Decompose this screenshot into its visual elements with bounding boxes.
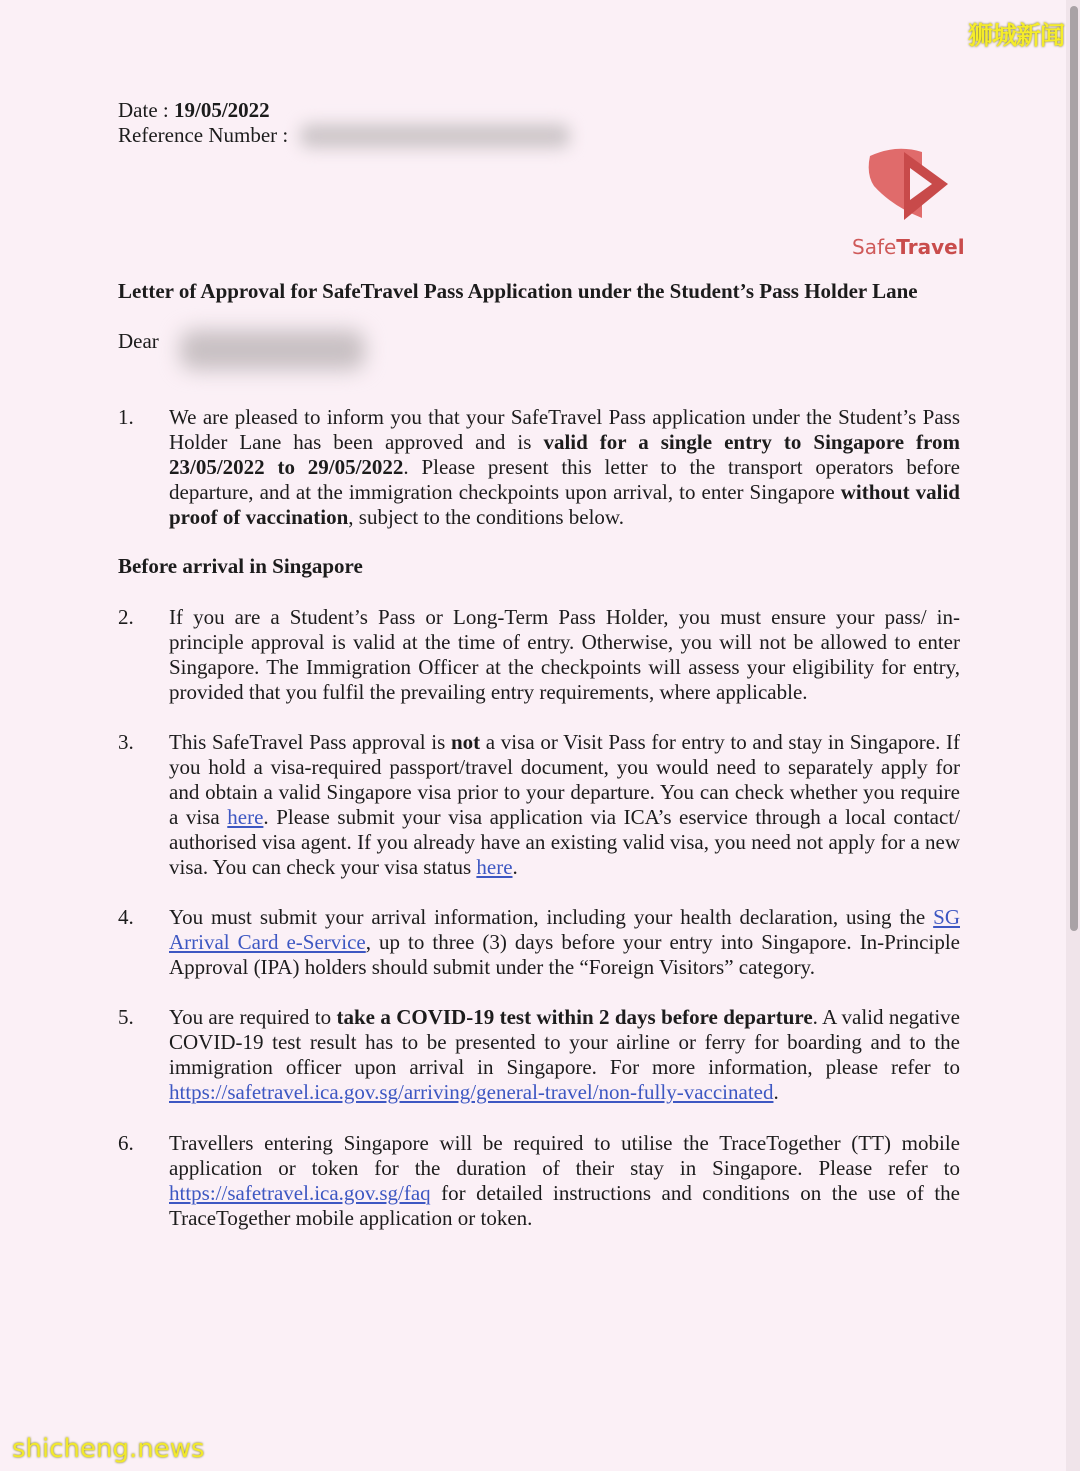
bold-text: not — [450, 730, 481, 754]
letter-title: Letter of Approval for SafeTravel Pass Application under the Student’s Pass Holder Lane — [118, 279, 918, 303]
paragraph-4 — [118, 905, 960, 980]
paragraph-number: 4. — [118, 905, 134, 929]
body-text: If you are a Student’s Pass or Long-Term Pass Holder, you must ensure your pass/ in-principle approval is valid at the time of entry. Otherwise, you will not be allowed to enter Singapore. The Immigration Officer at the checkpoints will assess your eligibility for entry, provided that you fulfil the prevailing entry requirements, where applicable. — [169, 605, 960, 704]
paragraph-number: 3. — [118, 730, 134, 754]
watermark-bottom: shicheng.news — [12, 1434, 205, 1464]
redacted-reference-number — [300, 124, 570, 148]
salutation: Dear — [118, 329, 159, 353]
paragraph-number: 6. — [118, 1131, 134, 1155]
paragraph-text — [169, 1005, 960, 1105]
paragraph-5 — [118, 1005, 960, 1105]
paragraph-number: 1. — [118, 405, 134, 429]
body-text: , up to three (3) days before your entry into Singapore. In-Principle Approval (IPA) holders should submit under the “Foreign Visitors” category. — [169, 930, 960, 979]
body-text: . A valid negative COVID-19 test result has to be presented to your airline or ferry for boarding and to the immigration officer upon arrival in Singapore. For more information, please refer to — [169, 1005, 960, 1079]
body-text: , subject to the conditions below. — [348, 505, 624, 529]
paragraph-text — [169, 1131, 960, 1231]
body-text: . Please present this letter to the transport operators before departure, and at the immigration checkpoints upon arrival, to enter Singapore — [169, 455, 960, 504]
paragraph-number: 2. — [118, 605, 134, 629]
bold-text: valid for a single entry to Singapore from 23/05/2022 to 29/05/2022 — [169, 430, 960, 479]
paragraph-2 — [118, 605, 960, 705]
body-text: Travellers entering Singapore will be required to utilise the TraceTogether (TT) mobile application or token for the duration of their stay in Singapore. Please refer to — [169, 1131, 960, 1180]
bold-text: take a COVID-19 test within 2 days before departure — [336, 1005, 813, 1029]
hyperlink[interactable]: https://safetravel.ica.gov.sg/faq — [169, 1181, 431, 1205]
reference-line — [118, 123, 288, 148]
redacted-recipient-name — [180, 330, 365, 370]
body-text: We are pleased to inform you that your SafeTravel Pass application under the Student’s Pass Holder Lane has been approved and is — [169, 405, 960, 454]
paragraph-1 — [118, 405, 960, 530]
paragraph-number: 5. — [118, 1005, 134, 1029]
body-text: . — [773, 1080, 779, 1104]
logo-travel-text: Travel — [896, 235, 965, 259]
bold-text: without valid proof of vaccination — [169, 480, 960, 529]
paragraph-text — [169, 605, 960, 705]
scrollbar[interactable] — [1066, 0, 1080, 1471]
letter-meta — [118, 98, 288, 148]
body-text: You must submit your arrival information, including your health declaration, using the — [169, 905, 934, 929]
date-value: 19/05/2022 — [173, 98, 270, 122]
paragraph-text — [169, 905, 960, 980]
hyperlink[interactable]: here — [476, 855, 513, 879]
body-text: You are required to — [169, 1005, 337, 1029]
hyperlink[interactable]: SG Arrival Card e-Service — [169, 905, 960, 954]
body-text: . Please submit your visa application via ICA’s eservice through a local contact/ authorised visa agent. If you already have an existing valid visa, you need not apply for a new visa. You can check your visa status — [169, 805, 960, 879]
hyperlink[interactable]: https://safetravel.ica.gov.sg/arriving/general-travel/non-fully-vaccinated — [169, 1080, 774, 1104]
scrollbar-thumb[interactable] — [1070, 6, 1078, 931]
date-line — [118, 98, 288, 123]
paragraph-text — [169, 405, 960, 530]
section-heading: Before arrival in Singapore — [118, 554, 363, 578]
body-text: This SafeTravel Pass approval is — [169, 730, 451, 754]
safetravel-shield-icon — [864, 146, 952, 228]
reference-label: Reference Number : — [118, 123, 289, 147]
body-text: . — [512, 855, 518, 879]
hyperlink[interactable]: here — [227, 805, 264, 829]
logo-wordmark — [852, 235, 964, 259]
paragraph-3 — [118, 730, 960, 880]
watermark-top: 狮城新闻 — [967, 21, 1064, 50]
paragraph-text — [169, 730, 960, 880]
body-text: a visa or Visit Pass for entry to and stay in Singapore. If you hold a visa-required passport/travel document, you would need to separately apply for and obtain a valid Singapore visa prior to your departure. You can check whether you require a visa — [169, 730, 960, 829]
paragraph-6 — [118, 1131, 960, 1231]
body-text: for detailed instructions and conditions on the use of the TraceTogether mobile application or token. — [169, 1181, 960, 1230]
date-label: Date : — [118, 98, 174, 122]
logo-safe-text: Safe — [852, 235, 897, 259]
safetravel-logo — [852, 146, 964, 259]
